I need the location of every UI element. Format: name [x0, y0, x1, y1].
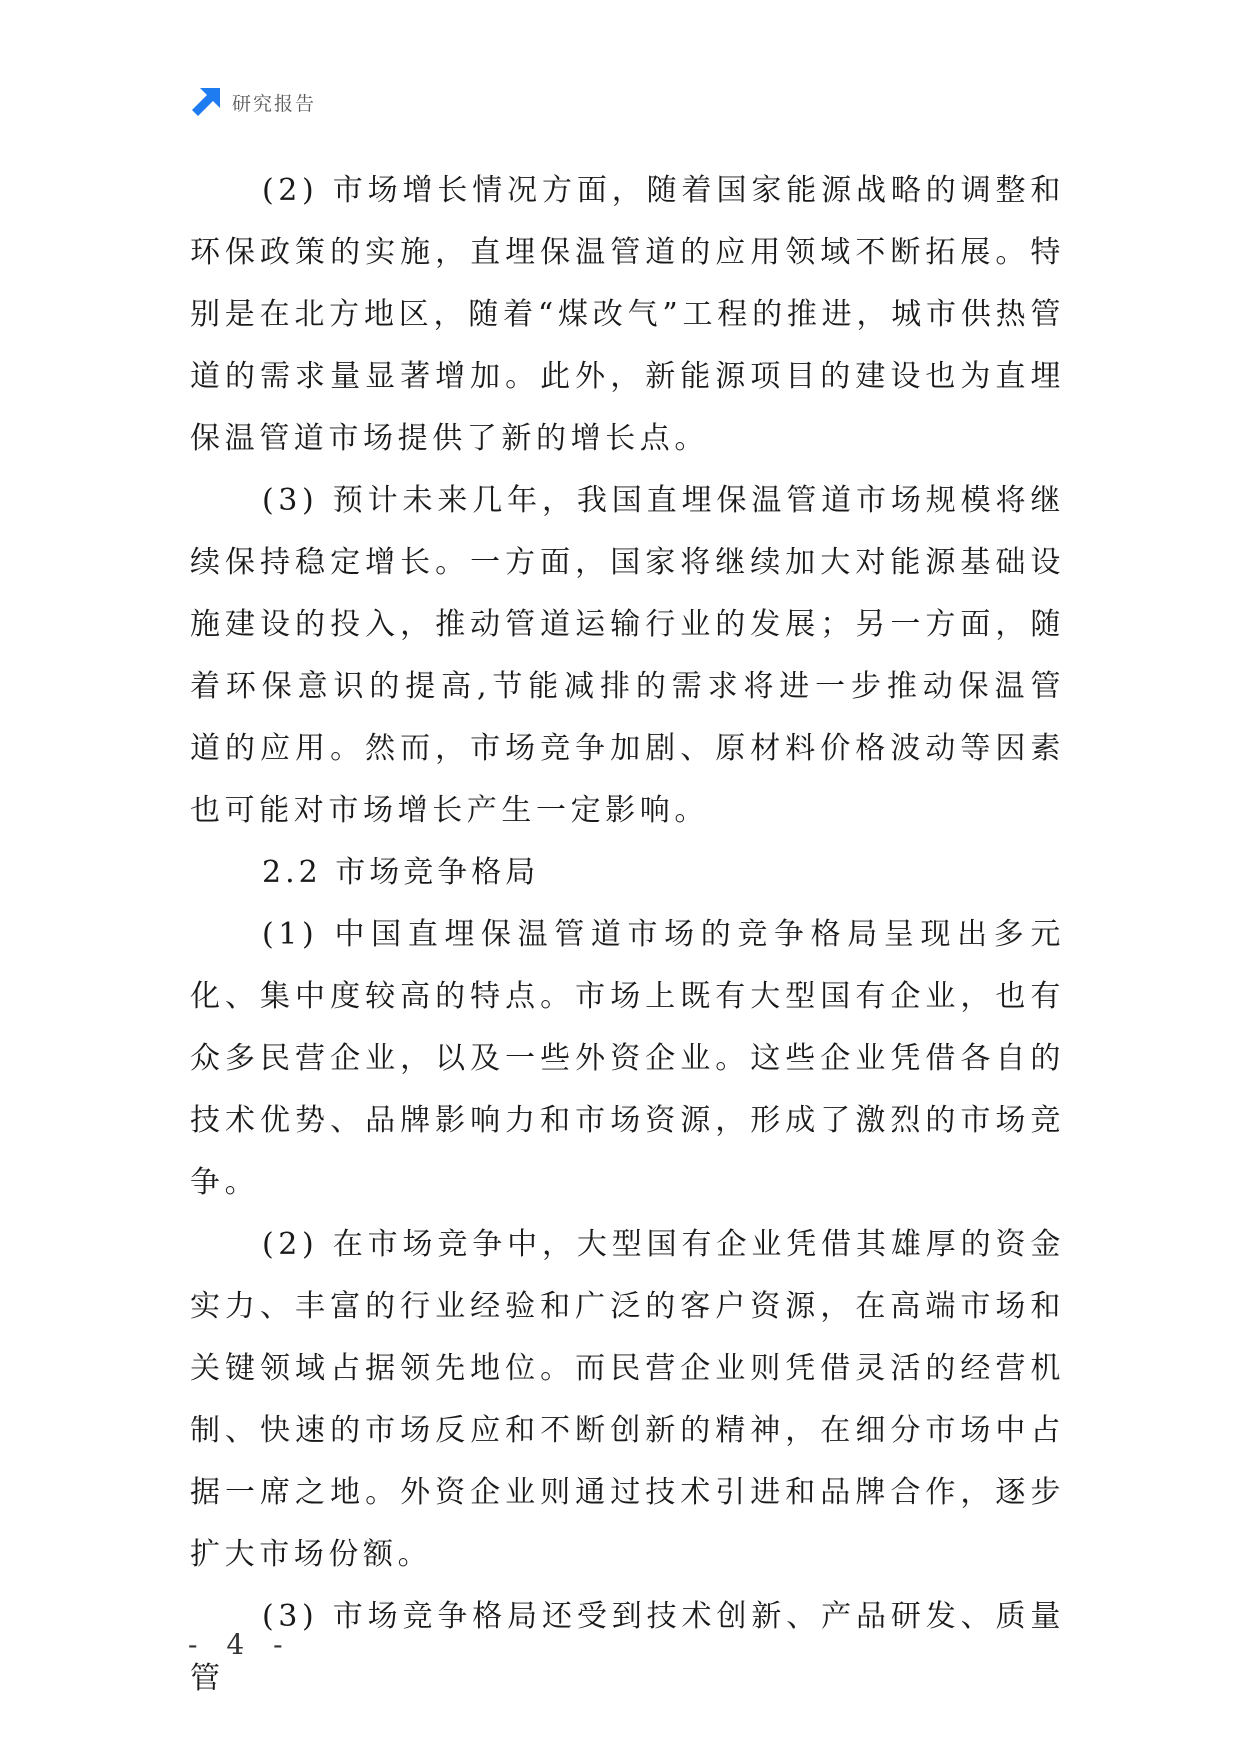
paragraph-market-forecast: (3) 预计未来几年，我国直埋保温管道市场规模将继续保持稳定增长。一方面，国家将继续加大对能源基础设施建设的投入，推动管道运输行业的发展；另一方面，随着环保意识的提高,节能减排的需求将进一步推动保温管道的应用。然而，市场竞争加剧、原材料价格波动等因素也可能对市场增长产生一定影响。 [190, 483, 1065, 828]
header-title: 研究报告 [232, 92, 317, 115]
report-header [190, 86, 316, 118]
paragraph-competition-1: (1) 中国直埋保温管道市场的竞争格局呈现出多元化、集中度较高的特点。市场上既有大型国有企业，也有众多民营企业，以及一些外资企业。这些企业凭借各自的技术优势、品牌影响力和市场资源，形成了激烈的市场竞争。 [190, 917, 1065, 1200]
page-number: - 4 - [188, 1628, 293, 1661]
section-heading: 2.2 市场竞争格局 [262, 855, 540, 890]
paragraph-competition-3: (3) 市场竞争格局还受到技术创新、产品研发、质量管 [190, 1599, 1065, 1696]
document-body [190, 160, 1065, 1710]
paragraph-competition-2: (2) 在市场竞争中，大型国有企业凭借其雄厚的资金实力、丰富的行业经验和广泛的客户资源，在高端市场和关键领域占据领先地位。而民营企业则凭借灵活的经营机制、快速的市场反应和不断创新的精神，在细分市场中占据一席之地。外资企业则通过技术引进和品牌合作，逐步扩大市场份额。 [190, 1227, 1065, 1572]
arrow-up-right-icon [190, 86, 222, 118]
paragraph-market-growth: (2) 市场增长情况方面，随着国家能源战略的调整和环保政策的实施，直埋保温管道的应用领域不断拓展。特别是在北方地区，随着“煤改气”工程的推进，城市供热管道的需求量显著增加。此外，新能源项目的建设也为直埋保温管道市场提供了新的增长点。 [190, 173, 1065, 456]
